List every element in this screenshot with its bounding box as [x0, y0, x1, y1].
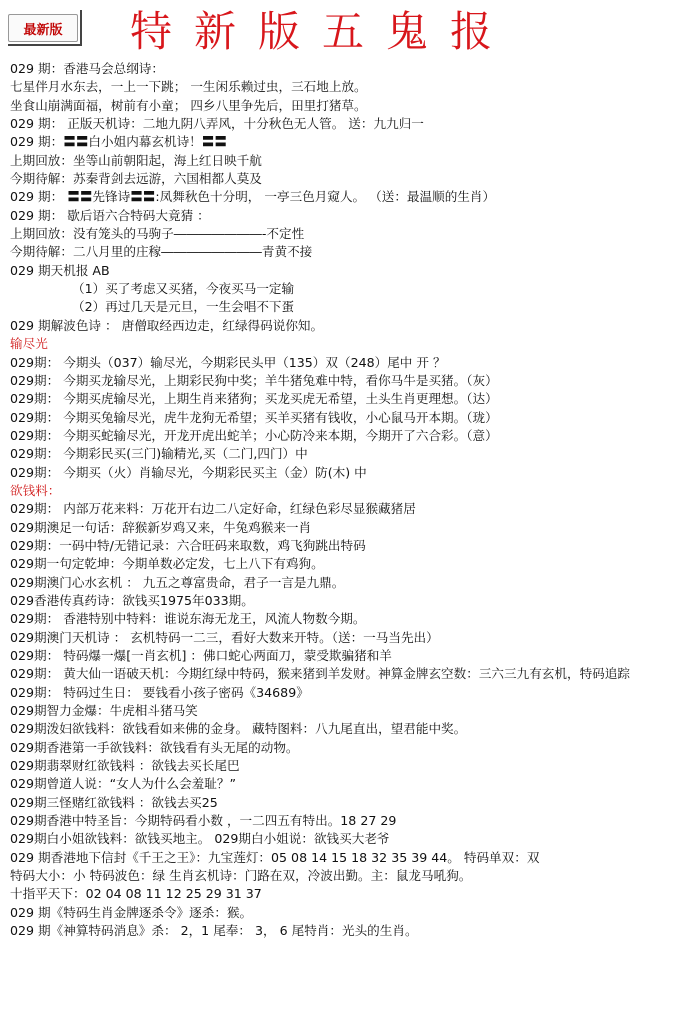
text-line: 029期： 黄大仙一语破天机：今期红绿中特码，猴来猪到羊发财。神算金牌玄空数：三六三九有玄机，特码追踪: [10, 666, 630, 682]
text-line: 029 期： 〓〓先锋诗〓〓:凤舞秋色十分明， 一亭三色月窥人。 （送：最温顺的生肖）: [10, 189, 496, 205]
text-line: 坐食山崩满面福，树前有小童； 四乡八里争先后，田里打猪草。: [10, 97, 367, 113]
text-line: 029期一句定乾坤：今期单数必定发，七上八下有鸡狗。: [10, 556, 324, 572]
text-line: 029 期： 正版天机诗：二地九阴八弄风，十分秋色无人管。 送：九九归一: [10, 116, 424, 132]
text-line: 029期香港中特圣旨：今期特码看小数 ，一二四五有特出。18 27 29: [10, 813, 397, 829]
text-line: （2）再过几天是元旦，一生会唱不下蛋: [72, 299, 295, 315]
text-line: 029期三怪赌红欲钱料 ：欲钱去买25: [10, 794, 218, 810]
text-line: 029期： 今期买蛇输尽光，开龙开虎出蛇羊；小心防冷来本期，今期开了六合彩。（意）: [10, 427, 498, 443]
text-line: 029期： 特码爆一爆[一肖玄机] ：佛口蛇心两面刀，蒙受欺骗猪和羊: [10, 648, 392, 663]
header-rule: [8, 44, 82, 46]
text-line: 029期白小姐欲钱料：欲钱买地主。 029期白小姐说：欲钱买大老爷: [10, 831, 390, 847]
text-line: 上期回放：没有笼头的马驹子―――――――-不定性: [10, 226, 305, 242]
text-line: 029期曾道人说：“女人为什么会羞耻？”: [10, 776, 236, 792]
text-line: 029期香港第一手欲钱料：欲钱看有头无尾的动物。: [10, 739, 299, 755]
text-line: 029 期解波色诗 ： 唐僧取经西边走，红绿得码说你知。: [10, 317, 324, 333]
section-heading: 输尽光: [10, 336, 48, 352]
text-line: 029期： 今期买兔输尽光，虎牛龙狗无希望；买羊买猪有钱收，小心鼠马开本期。（珑）: [10, 409, 498, 425]
text-line: 029期： 今期买虎输尽光，上期生肖来猪狗；买龙买虎无希望，土头生肖更理想。（达）: [10, 391, 498, 407]
text-line: 029期： 今期彩民买(三门)输精光,买（二门,四门）中: [10, 446, 308, 462]
text-line: 029期泼妇欲钱料：欲钱看如来佛的金身。 藏特图料：八九尾直出，望君能中奖。: [10, 721, 467, 737]
text-line: 029期澳门天机诗 ： 玄机特码一二三，看好大数来开特。（送：一马当先出）: [10, 629, 439, 645]
text-line: 029香港传真药诗：欲钱买1975年033期。: [10, 592, 254, 608]
text-line: 029期： 特码过生日： 要钱看小孩子密码《34689》: [10, 684, 309, 700]
text-line: 029 期：〓〓白小姐内幕玄机诗！〓〓: [10, 134, 227, 150]
text-line: 029 期香港地下信封《千王之王》：九宝莲灯：05 08 14 15 18 32 35 39 44。 特码单双：双: [10, 849, 540, 865]
text-line: 029 期：香港马会总纲诗：: [10, 61, 164, 76]
header-rule-vertical: [80, 10, 82, 46]
text-line: 特码大小：小 特码波色：绿 生肖玄机诗：门路在双，冷波出勤。主：鼠龙马吼狗。: [10, 868, 472, 884]
text-line: 029 期天机报 AB: [10, 262, 110, 278]
text-line: 029 期： 歇后语六合特码大竟猜 ：: [10, 207, 210, 223]
document-body: [10, 60, 686, 941]
text-line: 上期回放：坐等山前朝阳起，海上红日映千航: [10, 152, 262, 168]
text-line: 029期智力金爆：牛虎相斗猪马笑: [10, 703, 198, 719]
text-line: 十指平天下：02 04 08 11 12 25 29 31 37: [10, 886, 262, 902]
text-line: 今期待解：苏秦背剑去远游，六国相都人莫及: [10, 171, 262, 187]
text-line: 029期： 今期买龙输尽光，上期彩民狗中奖；羊牛猪兔难中特，看你马牛是买猪。（灰）: [10, 372, 498, 388]
text-line: 029期翡翠财红欲钱料 ：欲钱去买长尾巴: [10, 758, 240, 774]
page-title: 特新版五鬼报: [130, 7, 515, 56]
text-line: 029期： 今期买（火）肖输尽光，今期彩民买主（金）防(木) 中: [10, 464, 367, 480]
text-line: 029期： 今期头（037）输尽光，今期彩民头甲（135）双（248）尾中 开 ？: [10, 354, 446, 370]
page-header: [0, 0, 690, 62]
text-line: 今期待解：二八月里的庄稼――――――――青黄不接: [10, 244, 313, 260]
text-line: 029期： 内部万花来料：万花开右边二八定好命，红绿色彩尽显猴藏猪居: [10, 501, 416, 517]
text-line: 029 期《特码生肖金牌逐杀令》逐杀：猴。: [10, 904, 253, 920]
text-line: 七星伴月水东去，一上一下跳； 一生闲乐赖过虫，三石地上放。: [10, 79, 367, 95]
text-line: 029期澳足一句话：辞猴新岁鸡又来，牛兔鸡猴来一肖: [10, 519, 312, 535]
edition-badge: 最新版: [8, 14, 78, 42]
text-line: （1）买了考虑又买猪，今夜买马一定输: [72, 281, 295, 297]
text-line: 029期： 香港特别中特料：谁说东海无龙王，风流人物数今期。: [10, 611, 366, 627]
text-line: 029 期《神算特码消息》杀： 2，1 尾奉： 3， 6 尾特肖：光头的生肖。: [10, 923, 418, 939]
text-line: 029期：一码中特/无错记录：六合旺码来取数，鸡飞狗跳出特码: [10, 537, 366, 553]
section-heading: 欲钱料：: [10, 482, 61, 498]
text-line: 029期澳门心水玄机 ： 九五之尊富贵命，君子一言是九鼎。: [10, 574, 345, 590]
